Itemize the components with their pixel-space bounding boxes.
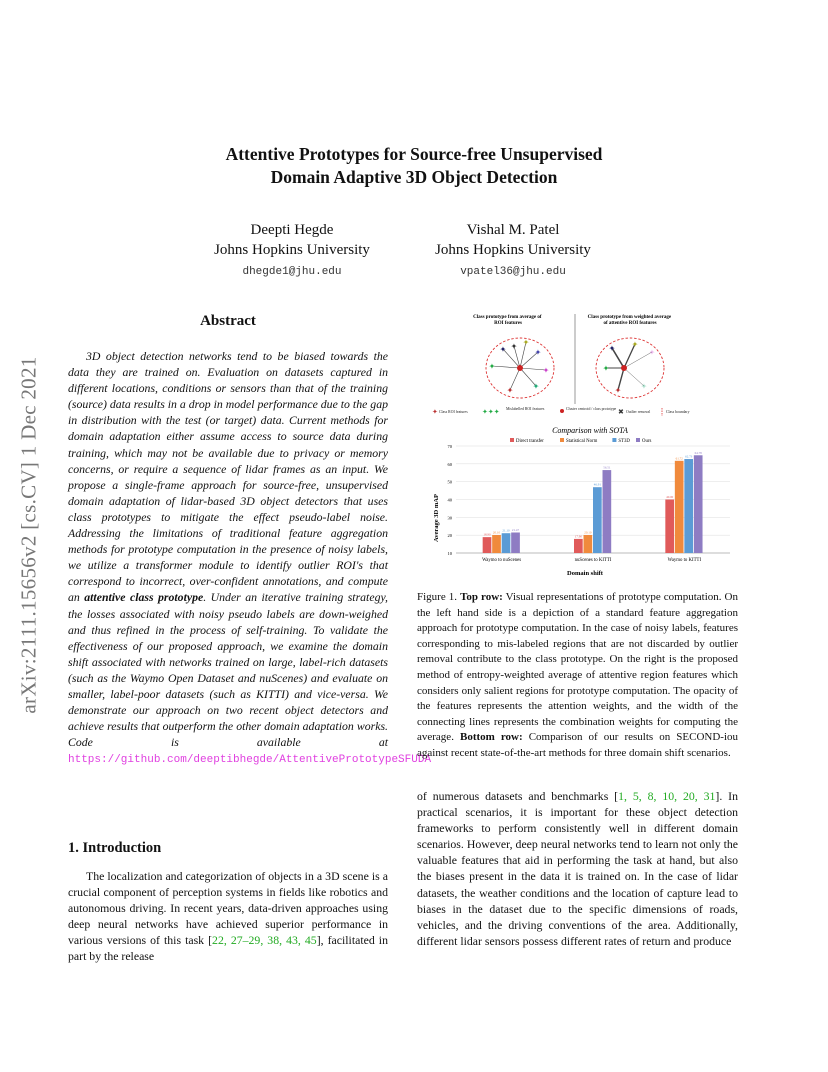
bar-data-label: 20.10 [584,530,592,535]
figure-1-graphic [430,306,740,576]
svg-text:✦: ✦ [648,348,656,357]
legend-centroid: Cluster centroid / class prototype [566,407,617,411]
svg-text:✦: ✦ [640,382,648,391]
svg-text:✦✦✦: ✦✦✦ [482,408,500,416]
y-tick-label: 60 [447,461,452,467]
abstract-body [68,348,432,768]
chart-legend [510,438,651,444]
right-column-body [417,788,738,949]
svg-text:✦: ✦ [432,408,438,416]
x-tick-label: Waymo to nuScenes [482,558,522,563]
svg-text:✖: ✖ [618,408,624,416]
legend-class-roi: Class ROI features [439,410,468,414]
bar-data-label: 21.47 [511,527,520,532]
caption-label: Figure 1. [417,591,458,603]
author-2 [413,220,613,282]
bar [492,535,501,553]
left-cluster-diagram [486,338,554,398]
paper-title [0,143,828,189]
title-line-1: Attentive Prototypes for Source-free Unsupervised [225,144,603,164]
right-panel-title: Class prototype from weighted average of attentive ROI features [587,315,672,326]
section-heading-introduction: 1. Introduction [68,840,162,856]
svg-text:✦: ✦ [510,342,518,351]
left-panel-title: Class prototype from average of ROI features [473,315,542,326]
legend-label: Direct transfer [516,438,544,444]
legend-swatch [510,438,514,442]
y-tick-label: 20 [447,533,452,539]
intro-tail: ], facilitated in part by the release [68,933,388,964]
svg-text:✦: ✦ [506,386,514,395]
bar-data-label: 56.51 [603,465,611,470]
author-1 [192,220,392,282]
citation-links[interactable]: 22, 27–29, 38, 43, 45 [212,933,317,948]
legend-swatch [560,438,564,442]
introduction-body [68,868,388,965]
bar-data-label: 17.90 [574,534,582,539]
bar-data-label: 40.00 [666,495,674,499]
legend-label: Ours [642,438,652,444]
caption-bottom-text: Comparison of our results on SECOND-iou against recent state-of-the-art methods for three domain shift scenarios. [417,731,738,759]
svg-text:✦: ✦ [542,366,550,375]
bar [511,532,520,553]
caption-bottom-label: Bottom row: [460,731,523,744]
svg-text:✦: ✦ [608,344,616,353]
code-link[interactable]: https://github.com/deeptibhegde/AttentivePrototypeSFUDA [68,754,432,767]
abstract-text-1: 3D object detection networks tend to be biased towards the data they are trained on. Evaluation on datasets captured in different locations, conditions or sensors than that of the training (source) data results in a drop in model performance due to the gap in distribution with the test (or target) data. Current methods for domain adaptation either assume access to source data during training, which may not be available due to privacy or memory concerns, or require a sequence of lidar frames as an input. We propose a single-frame approach for source-free, unsupervised domain adaptation of lidar-based 3D object detectors that uses class prototypes to mitigate the effect pseudo-label noise. Addressing the limitations of traditional feature aggregation methods for prototype computation in the presence of noisy labels, we utilize a transformer module to identify outlier ROI's that correspond to incorrect, over-confident annotations, and compute an [68,349,388,605]
author-affiliation: Johns Hopkins University [214,242,370,258]
svg-text:✦: ✦ [534,348,542,357]
svg-text:✦: ✦ [614,386,622,395]
bar [665,500,674,554]
svg-text:✦: ✦ [499,345,507,354]
author-affiliation: Johns Hopkins University [435,242,591,258]
legend-boundary: Class boundary [666,410,690,414]
bar [684,459,693,553]
caption-top-text: Visual representations of prototype computation. On the left hand side is a depiction of a standard feature aggregation approach for prototype computation. In the case of noisy labels, features corresponding to mis-labeled regions that are not discarded by outlier removal contribute to the class prototype. On the right is the proposed method of entropy-weighted average of attentive region features which considers only salient regions for prototype computation. The opacity of the features represents the attention weights, and the width of the connecting lines represents the combination weights for computing the average. [417,591,739,744]
legend-outlier: Outlier removal [626,410,651,414]
x-axis-label: Domain shift [567,570,603,576]
legend-swatch [612,438,616,442]
bar [483,537,492,553]
figure-legend [432,407,690,416]
figure-caption [417,590,738,762]
prototype-marker-right [621,365,627,371]
chart-title: Comparison with SOTA [552,426,628,435]
svg-text:✦: ✦ [522,338,530,347]
legend-swatch [636,438,640,442]
svg-text:✦: ✦ [602,364,610,373]
y-tick-label: 50 [447,479,452,485]
citation-links[interactable]: 1, 5, 8, 10, 20, 31 [618,789,716,803]
svg-text:✦: ✦ [631,340,639,349]
y-tick-label: 30 [447,515,452,521]
prototype-marker-left [517,365,523,371]
legend-label: Statistical Norm [566,438,598,444]
x-tick-label: Waymo to KITTI [667,558,702,563]
bar-data-label: 61.72 [675,456,683,461]
bar [603,470,612,553]
right-text-2: ]. In practical scenarios, it is important for these object detection frameworks to perform consistently well in different domain scenarios. However, deep neural networks tend to learn not only the valuable features that aid in performing the task at hand, but also the biases present in the data it is trained on. In the case of lidar datasets, the weather conditions and the location of capture lead to biases in the dataset due to the specific dimensions of roads, vehicles, and the driving conventions of the area. Additionally, different lidar sensors possess different rates of return and produce [417,789,739,948]
intro-text: The localization and categorization of objects in a 3D scene is a crucial component of perception systems in fields like robotics and autonomous driving. In recent years, data-driven approaches using deep neural networks have achieved superior performance in various versions of this task [ [68,869,388,948]
bar-data-label: 62.73 [685,454,693,459]
bar-data-label: 18.90 [483,532,491,537]
x-tick-label: nuScenes to KITTI [574,558,612,563]
bar-data-label: 46.91 [593,482,601,487]
author-email[interactable]: vpatel36@jhu.edu [460,266,566,278]
svg-text:✦: ✦ [532,382,540,391]
abstract-heading: Abstract [200,313,256,329]
abstract-bold-term: attentive class prototype [84,590,204,605]
bar-data-label: 64.78 [694,450,702,455]
bar [502,533,511,553]
legend-mislabelled: Mislabelled ROI features [506,407,545,411]
y-tick-label: 10 [447,551,452,556]
bar [675,461,684,553]
caption-top-label: Top row: [460,591,503,603]
bar-data-label: 20.10 [492,530,501,535]
y-tick-label: 40 [447,497,452,503]
arxiv-stamp-text: arXiv:2111.15656v2 [cs.CV] 1 Dec 2021 [16,356,41,714]
sota-bar-chart [433,426,730,576]
legend-label: ST3D [618,438,630,444]
abstract-text-2: . Under an iterative training strategy, the losses associated with noisy pseudo labels are down-weighed and thus refined in the process of self-training. To validate the effectiveness of our proposed approach, we examine the domain shift associated with networks trained on large, label-rich datasets (such as the Waymo Open Dataset and nuScenes) and evaluate on smaller, label-poor datasets (such as KITTI) and vice-versa. We demonstrate our approach on two recent object detectors and achieve results that outperform the other domain adaptation works. Code is available at [68,590,388,750]
right-text-1: of numerous datasets and benchmarks [ [417,789,619,803]
bar [574,539,583,553]
bar [584,535,593,553]
author-name: Vishal M. Patel [466,222,560,238]
figure-1 [430,306,740,576]
y-tick-label: 70 [447,444,452,449]
bar-data-label: 21.10 [502,528,510,533]
svg-text:✦: ✦ [488,362,496,371]
y-axis-label: Average 3D mAP [433,494,440,542]
author-name: Deepti Hegde [250,222,334,238]
title-line-2: Domain Adaptive 3D Object Detection [270,167,558,187]
arxiv-stamp [14,300,44,770]
bar [593,487,602,553]
author-email[interactable]: dhegde1@jhu.edu [242,266,342,278]
right-cluster-diagram [596,338,664,398]
bar [694,455,703,553]
